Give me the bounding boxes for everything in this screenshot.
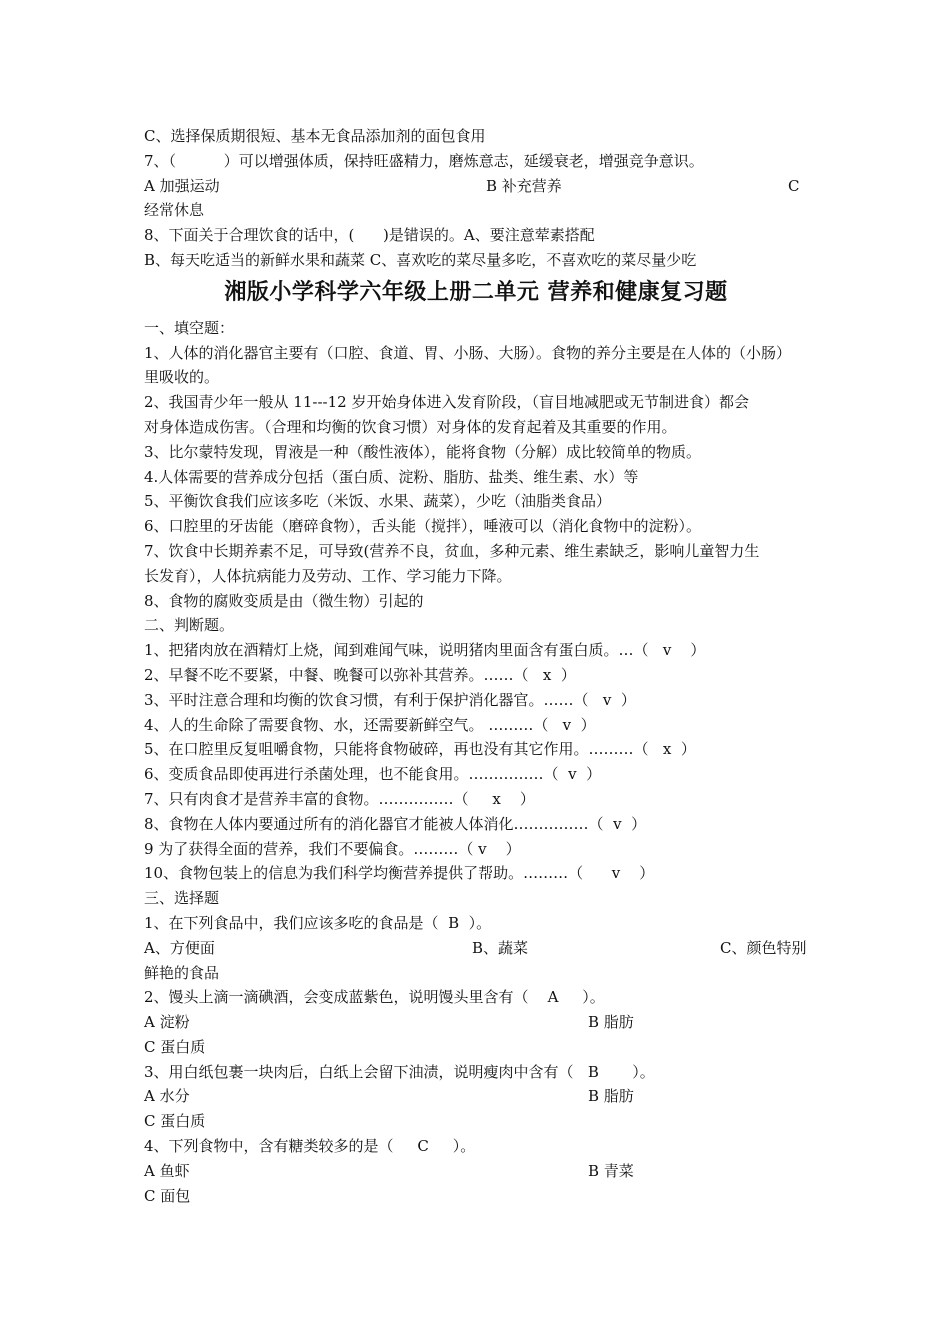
fill-heading: 一、填空题： <box>144 318 235 337</box>
judge-heading: 二、判断题。 <box>144 616 235 635</box>
fill-line: 对身体造成伤害。（合理和均衡的饮食习惯）对身体的发育起着及其重要的作用。 <box>144 417 677 436</box>
choice-2-option-a: A 淀粉 <box>144 1013 190 1032</box>
question-7: 7、（ ）可以增强体质，保持旺盛精力，磨炼意志，延缓衰老，增强竞争意识。 <box>144 151 704 170</box>
choice-1-option-a: A、方便面 <box>144 938 215 957</box>
fill-line: 2、我国青少年一般从 11---12 岁开始身体进入发育阶段，（盲目地减肥或无节制进食）都会 <box>144 393 749 412</box>
judge-item: 3、平时注意合理和均衡的饮食习惯，有利于保护消化器官。……（ v ） <box>144 690 636 709</box>
fill-line: 6、口腔里的牙齿能（磨碎食物），舌头能（搅拌），唾液可以（消化食物中的淀粉）。 <box>144 517 702 536</box>
choice-3-option-a: A 水分 <box>144 1087 190 1106</box>
document-content <box>144 124 808 1208</box>
choice-1-option-c-text: 鲜艳的食品 <box>144 963 220 982</box>
choice-2-option-c: C 蛋白质 <box>144 1037 206 1056</box>
question-7-option-b: B 补充营养 <box>486 176 562 195</box>
judge-item: 9 为了获得全面的营养，我们不要偏食。………（ v ） <box>144 839 521 858</box>
choice-4-option-b: B 青菜 <box>588 1161 634 1180</box>
fill-line: 长发育），人体抗病能力及劳动、工作、学习能力下降。 <box>144 566 512 585</box>
judge-item: 1、把猪肉放在酒精灯上烧，闻到难闻气味，说明猪肉里面含有蛋白质。…（ v ） <box>144 641 706 660</box>
judge-item: 8、食物在人体内要通过所有的消化器官才能被人体消化……………（ v ） <box>144 814 647 833</box>
question-8-options: B、每天吃适当的新鲜水果和蔬菜 C、喜欢吃的菜尽量多吃，不喜欢吃的菜尽量少吃 <box>144 250 697 269</box>
question-7-option-a: A 加强运动 <box>144 176 220 195</box>
fill-line: 4.人体需要的营养成分包括（蛋白质、淀粉、脂肪、盐类、维生素、水）等 <box>144 467 639 486</box>
fill-line: 1、人体的消化器官主要有（口腔、食道、胃、小肠、大肠）。食物的养分主要是在人体的（小肠） <box>144 343 792 362</box>
choice-1-option-b: B、蔬菜 <box>472 938 529 957</box>
judge-item: 5、在口腔里反复咀嚼食物，只能将食物破碎，再也没有其它作用。………（ x ） <box>144 740 696 759</box>
question-7-option-c: C <box>788 176 800 195</box>
option-c-line: C、选择保质期很短、基本无食品添加剂的面包食用 <box>144 127 486 145</box>
fill-line: 8、食物的腐败变质是由（微生物）引起的 <box>144 591 424 610</box>
fill-line: 5、平衡饮食我们应该多吃（米饭、水果、蔬菜），少吃（油脂类食品） <box>144 492 612 511</box>
choice-heading: 三、选择题 <box>144 889 220 908</box>
page-title: 湘版小学科学六年级上册二单元 营养和健康复习题 <box>224 279 728 305</box>
choice-question-2: 2、馒头上滴一滴碘酒，会变成蓝紫色，说明馒头里含有（ A ）。 <box>144 988 605 1007</box>
judge-item: 2、早餐不吃不要紧，中餐、晚餐可以弥补其营养。……（ x ） <box>144 665 576 684</box>
question-7-option-c-text: 经常休息 <box>144 201 205 220</box>
choice-3-option-b: B 脂肪 <box>588 1087 634 1106</box>
fill-line: 3、比尔蒙特发现，胃液是一种（酸性液体），能将食物（分解）成比较简单的物质。 <box>144 442 702 461</box>
choice-question-3-options <box>144 1084 808 1109</box>
choice-question-4-options <box>144 1159 808 1184</box>
choice-question-4: 4、下列食物中，含有糖类较多的是（ C ）。 <box>144 1137 476 1156</box>
choice-question-2-options <box>144 1010 808 1035</box>
question-7-options <box>144 174 808 199</box>
question-8: 8、下面关于合理饮食的话中，( )是错误的。A、要注意荤素搭配 <box>144 226 595 245</box>
choice-2-option-b: B 脂肪 <box>588 1013 634 1032</box>
judge-item: 10、食物包装上的信息为我们科学均衡营养提供了帮助。………（ v ） <box>144 864 655 883</box>
choice-question-1: 1、在下列食品中，我们应该多吃的食品是（ B ）。 <box>144 913 492 932</box>
choice-4-option-c: C 面包 <box>144 1186 191 1205</box>
judge-item: 6、变质食品即使再进行杀菌处理，也不能食用。……………（ v ） <box>144 765 602 784</box>
judge-item: 7、只有肉食才是营养丰富的食物。……………（ x ） <box>144 789 535 808</box>
choice-4-option-a: A 鱼虾 <box>144 1161 190 1180</box>
choice-3-option-c: C 蛋白质 <box>144 1112 206 1131</box>
choice-question-3: 3、用白纸包裹一块肉后，白纸上会留下油渍，说明瘦肉中含有（ B ）。 <box>144 1062 655 1081</box>
choice-question-1-options <box>144 936 808 961</box>
fill-line: 里吸收的。 <box>144 368 220 387</box>
fill-line: 7、饮食中长期养素不足，可导致(营养不良，贫血，多种元素、维生素缺乏，影响儿童智力生 <box>144 541 760 560</box>
choice-1-option-c: C、颜色特别 <box>720 938 807 957</box>
judge-item: 4、人的生命除了需要食物、水，还需要新鲜空气。 ………（ v ） <box>144 715 596 734</box>
